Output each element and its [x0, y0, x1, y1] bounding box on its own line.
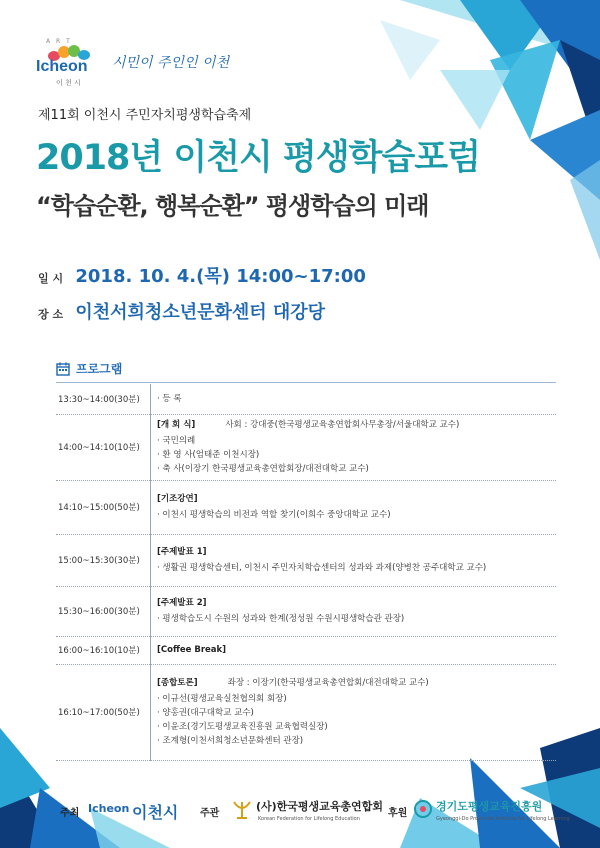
- host-label: 주최: [60, 808, 80, 819]
- program-content: [151, 636, 557, 664]
- program-content: [151, 664, 557, 760]
- sub-title: “학습순환, 행복순환” 평생학습의 미래: [36, 192, 429, 220]
- program-title-note: 좌장 : 이장기(한국평생교육총연합회/대전대학교 교수): [227, 678, 429, 688]
- program-content: [151, 384, 557, 414]
- logo-korean: 이 천 시: [56, 79, 81, 87]
- program-title: [기조강연]: [157, 494, 198, 504]
- main-title: 2018년 이천시 평생학습포럼: [36, 138, 480, 178]
- program-title: [종합토론]: [157, 678, 198, 688]
- logo-art-text: A R T: [46, 38, 72, 45]
- program-row: [56, 586, 556, 636]
- host-logo: Icheon: [88, 802, 130, 815]
- program-heading: 프로그램: [76, 362, 123, 376]
- organizer-english: Korean Federation for Lifelong Education: [258, 816, 360, 822]
- program-item: · 조계형(이천서희청소년문화센터 관장): [157, 736, 304, 746]
- program-row: [56, 414, 556, 480]
- program-time: 16:10~17:00(50분): [56, 664, 151, 760]
- program-content: [151, 480, 557, 534]
- program-title: [주제발표 1]: [157, 547, 207, 557]
- candle-icon: [232, 798, 252, 820]
- sponsor-english: Gyeonggi-Do Provincial Institute for Lifelong Learning: [436, 816, 570, 822]
- slogan: 시민이 주인인 이천: [112, 55, 230, 71]
- host-name: 이천시: [132, 803, 179, 822]
- program-item: · 양홍권(대구대학교 교수): [157, 708, 254, 718]
- program-time: 16:00~16:10(10분): [56, 636, 151, 664]
- program-row: [56, 384, 556, 414]
- sponsor-label: 후원: [388, 808, 408, 819]
- program-time: 13:30~14:00(30분): [56, 384, 151, 414]
- program-item: · 생활권 평생학습센터, 이천시 주민자치학습센터의 성과와 과제(양병찬 공주대학교 교수): [157, 563, 487, 573]
- program-item: · 축 사(이장기 한국평생교육총연합회장/대전대학교 교수): [157, 464, 369, 474]
- festival-name: 제11회 이천시 주민자치평생학습축제: [38, 108, 252, 123]
- program-divider: [56, 382, 556, 383]
- program-item: · 등 록: [157, 393, 182, 404]
- program-item: · 이천시 평생학습의 비전과 역할 찾기(이희수 중앙대학교 교수): [157, 510, 391, 520]
- program-content: [151, 534, 557, 586]
- program-header: [56, 360, 122, 377]
- event-venue: [38, 298, 325, 324]
- sponsor-emblem-icon: [414, 800, 432, 818]
- program-content: [151, 414, 557, 480]
- program-item: · 환 영 사(엄태준 이천시장): [157, 450, 260, 460]
- program-row: [56, 664, 556, 760]
- logo-wordmark: Icheon: [36, 58, 88, 75]
- program-content: [151, 586, 557, 636]
- program-item: · 이규선(평생교육실천협의회 회장): [157, 694, 287, 704]
- program-item: · 국민의례: [157, 436, 196, 446]
- organizer-name: (사)한국평생교육총연합회: [256, 800, 383, 813]
- venue-value: 이천서희청소년문화센터 대강당: [75, 302, 326, 323]
- program-time: 15:00~15:30(30분): [56, 534, 151, 586]
- icheon-logo: [34, 38, 104, 90]
- program-row: [56, 636, 556, 664]
- program-time: 14:00~14:10(10분): [56, 414, 151, 480]
- program-title: [Coffee Break]: [157, 645, 227, 655]
- program-item: · 평생학습도시 수원의 성과와 한계(정성원 수원시평생학습관 관장): [157, 614, 405, 624]
- date-label: 일 시: [38, 272, 64, 285]
- venue-label: 장 소: [38, 308, 64, 321]
- sponsor-name: 경기도평생교육진흥원: [436, 800, 543, 813]
- footer: [0, 790, 600, 830]
- program-item: · 이윤조(경기도평생교육진흥원 교육협력실장): [157, 722, 328, 732]
- program-title-note: 사회 : 강대중(한국평생교육총연합회사무총장/서울대학교 교수): [225, 420, 460, 430]
- program-title: [주제발표 2]: [157, 598, 207, 608]
- date-value: 2018. 10. 4.(목) 14:00~17:00: [75, 266, 366, 287]
- program-row: [56, 534, 556, 586]
- organizer-label: 주관: [200, 808, 220, 819]
- program-table: [56, 384, 556, 761]
- program-title: [개 회 식]: [157, 420, 196, 430]
- program-row: [56, 480, 556, 534]
- event-date: [38, 262, 366, 288]
- program-time: 14:10~15:00(50분): [56, 480, 151, 534]
- program-time: 15:30~16:00(30분): [56, 586, 151, 636]
- calendar-icon: [56, 362, 70, 376]
